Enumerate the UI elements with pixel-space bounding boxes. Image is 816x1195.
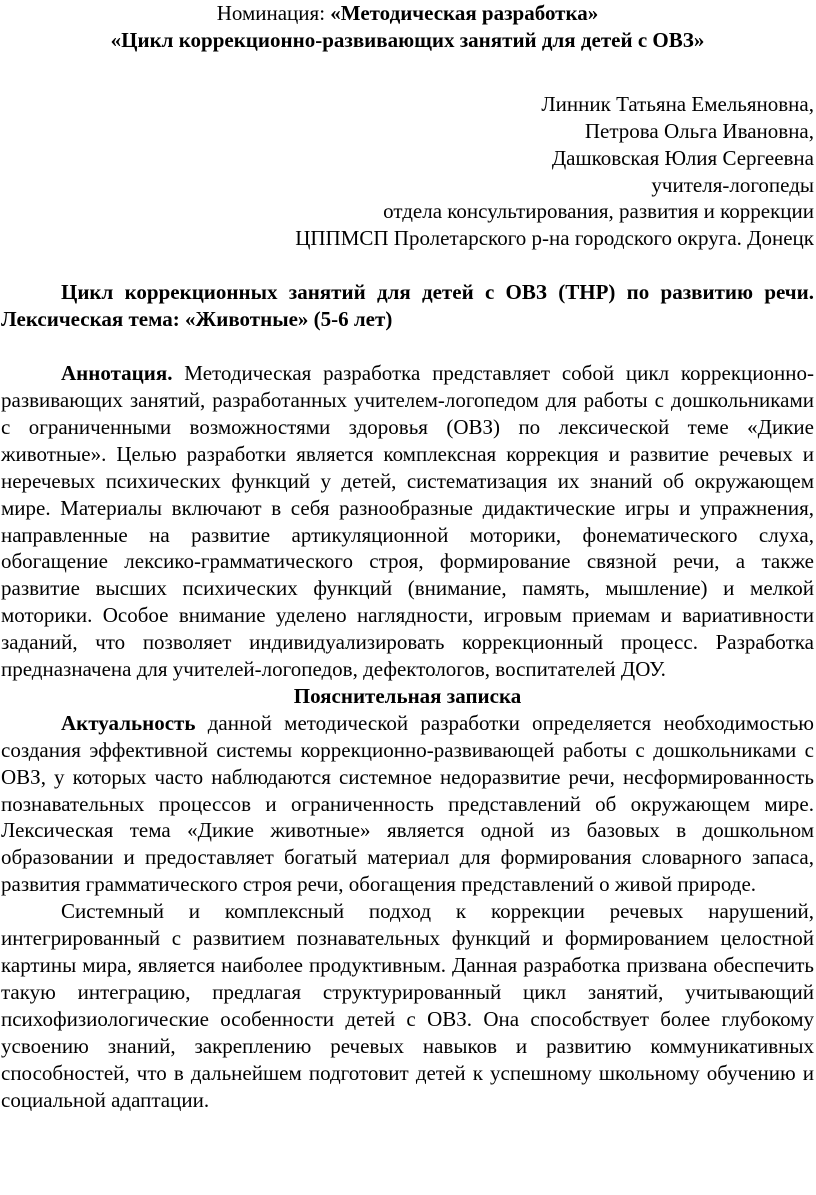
nomination-value: «Методическая разработка»	[330, 1, 599, 25]
relevance-label: Актуальность	[61, 710, 196, 735]
author-organization: ЦППМСП Пролетарского р-на городского округа. Донецк	[295, 226, 814, 251]
nomination-label: Номинация:	[216, 1, 331, 25]
annotation-text: Методическая разработка представляет собой цикл коррекционно-развивающих занятий, разработанных учителем-логопедом для работы с дошкольниками с ограниченными возможностями здоровья (ОВЗ) по лексической теме «Дикие животные». Целью разработки является комплексная коррекция и развитие речевых и неречевых психических функций у детей, систематизация их знаний об окружающем мире. Материалы включают в себя разнообразные дидактические игры и упражнения, направленные на развитие артикуляционной моторики, фонематического слуха, обогащение лексико-грамматического строя, формирование связной речи, а также развитие высших психических функций (внимание, память, мышление) и мелкой моторики. Особое внимание уделено наглядности, игровым приемам и вариативности заданий, что позволяет индивидуализировать коррекционный процесс. Разработка предназначена для учителей-логопедов, дефектологов, воспитателей ДОУ.	[1, 361, 814, 682]
author-position: учителя-логопеды	[651, 172, 814, 197]
explanatory-note-heading: Пояснительная записка	[293, 683, 522, 708]
main-title: Цикл коррекционных занятий для детей с ОВЗ (ТНР) по развитию речи. Лексическая тема: «Животные» (5-6 лет)	[1, 280, 814, 332]
nomination-line	[1, 0, 814, 27]
author-line: Дашковская Юлия Сергеевна	[551, 145, 814, 170]
author-line: Линник Татьяна Емельяновна,	[541, 91, 814, 116]
approach-paragraph: Системный и комплексный подход к коррекции речевых нарушений, интегрированный с развитием познавательных функций и формированием целостной картины мира, является наиболее продуктивным. Данная разработка призвана обеспечить такую интеграцию, предлагая структурированный цикл занятий, учитывающий психофизиологические особенности детей с ОВЗ. Она способствует более глубокому усвоению знаний, закреплению речевых навыков и развитию коммуникативных способностей, что в дальнейшем подготовит детей к успешному школьному обучению и социальной адаптации.	[1, 899, 814, 1112]
relevance-text: данной методической разработки определяется необходимостью создания эффективной системы коррекционно-развивающей работы с дошкольниками с ОВЗ, у которых часто наблюдаются системное недоразвитие речи, несформированность познавательных процессов и ограниченность представлений об окружающем мире. Лексическая тема «Дикие животные» является одной из базовых в дошкольном образовании и предоставляет богатый материал для формирования словарного запаса, развития грамматического строя речи, обогащения представлений о живой природе.	[1, 710, 814, 897]
relevance-paragraph	[1, 710, 814, 898]
annotation-label: Аннотация.	[61, 361, 173, 386]
author-department: отдела консультирования, развития и коррекции	[383, 199, 814, 224]
annotation-paragraph	[1, 360, 814, 683]
author-line: Петрова Ольга Ивановна,	[584, 118, 814, 143]
authors-block	[1, 91, 814, 252]
cycle-title: «Цикл коррекционно-развивающих занятий для детей с ОВЗ»	[110, 27, 705, 52]
